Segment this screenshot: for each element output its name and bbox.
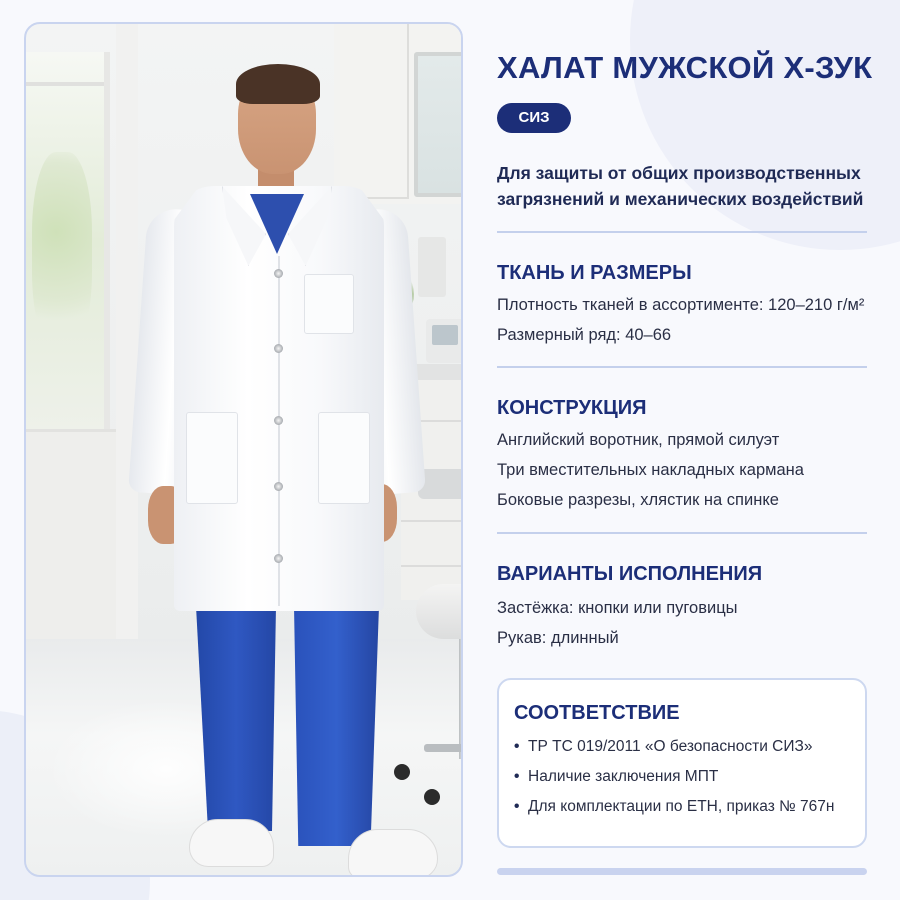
bullet-icon: • <box>514 798 520 815</box>
spec-line: Рукав: длинный <box>497 629 619 647</box>
compliance-item: • ТР ТС 019/2011 «О безопасности СИЗ» <box>514 738 813 755</box>
spec-line: Плотность тканей в ассортименте: 120–210 г/м² <box>497 296 865 314</box>
section-title-construction: КОНСТРУКЦИЯ <box>497 397 647 419</box>
chest-pocket <box>304 274 354 334</box>
bullet-icon: • <box>514 738 520 755</box>
snap-button <box>274 554 283 563</box>
patch-pocket <box>318 412 370 504</box>
category-badge: СИЗ <box>497 103 571 133</box>
product-photo <box>24 22 463 877</box>
spec-line: Три вместительных накладных кармана <box>497 461 804 479</box>
trousers <box>196 606 276 831</box>
section-title-variants: ВАРИАНТЫ ИСПОЛНЕНИЯ <box>497 563 763 585</box>
shoe <box>348 829 438 877</box>
spec-line: Размерный ряд: 40–66 <box>497 326 672 344</box>
divider <box>497 231 867 233</box>
snap-button <box>274 416 283 425</box>
snap-button <box>274 269 283 278</box>
bullet-icon: • <box>514 768 520 785</box>
background-circle <box>630 0 900 250</box>
model-in-lab-coat <box>26 24 463 877</box>
decorative-bar <box>497 868 867 875</box>
section-title-fabric: ТКАНЬ И РАЗМЕРЫ <box>497 262 692 284</box>
divider <box>497 532 867 534</box>
snap-button <box>274 482 283 491</box>
spec-line: Английский воротник, прямой силуэт <box>497 431 780 449</box>
snap-button <box>274 344 283 353</box>
compliance-box <box>497 678 867 848</box>
patch-pocket <box>186 412 238 504</box>
product-description: Для защиты от общих производственных загрязнений и механических воздействий <box>497 163 864 209</box>
section-title-compliance: СООТВЕТСТВИЕ <box>514 702 680 724</box>
spec-line: Боковые разрезы, хлястик на спинке <box>497 491 779 509</box>
divider <box>497 366 867 368</box>
spec-line: Застёжка: кнопки или пуговицы <box>497 599 738 617</box>
compliance-item: • Для комплектации по ЕТН, приказ № 767н <box>514 798 835 815</box>
compliance-item: • Наличие заключения МПТ <box>514 768 719 785</box>
shoe <box>189 819 274 867</box>
page-title: ХАЛАТ МУЖСКОЙ Х-ЗУК <box>497 50 873 85</box>
